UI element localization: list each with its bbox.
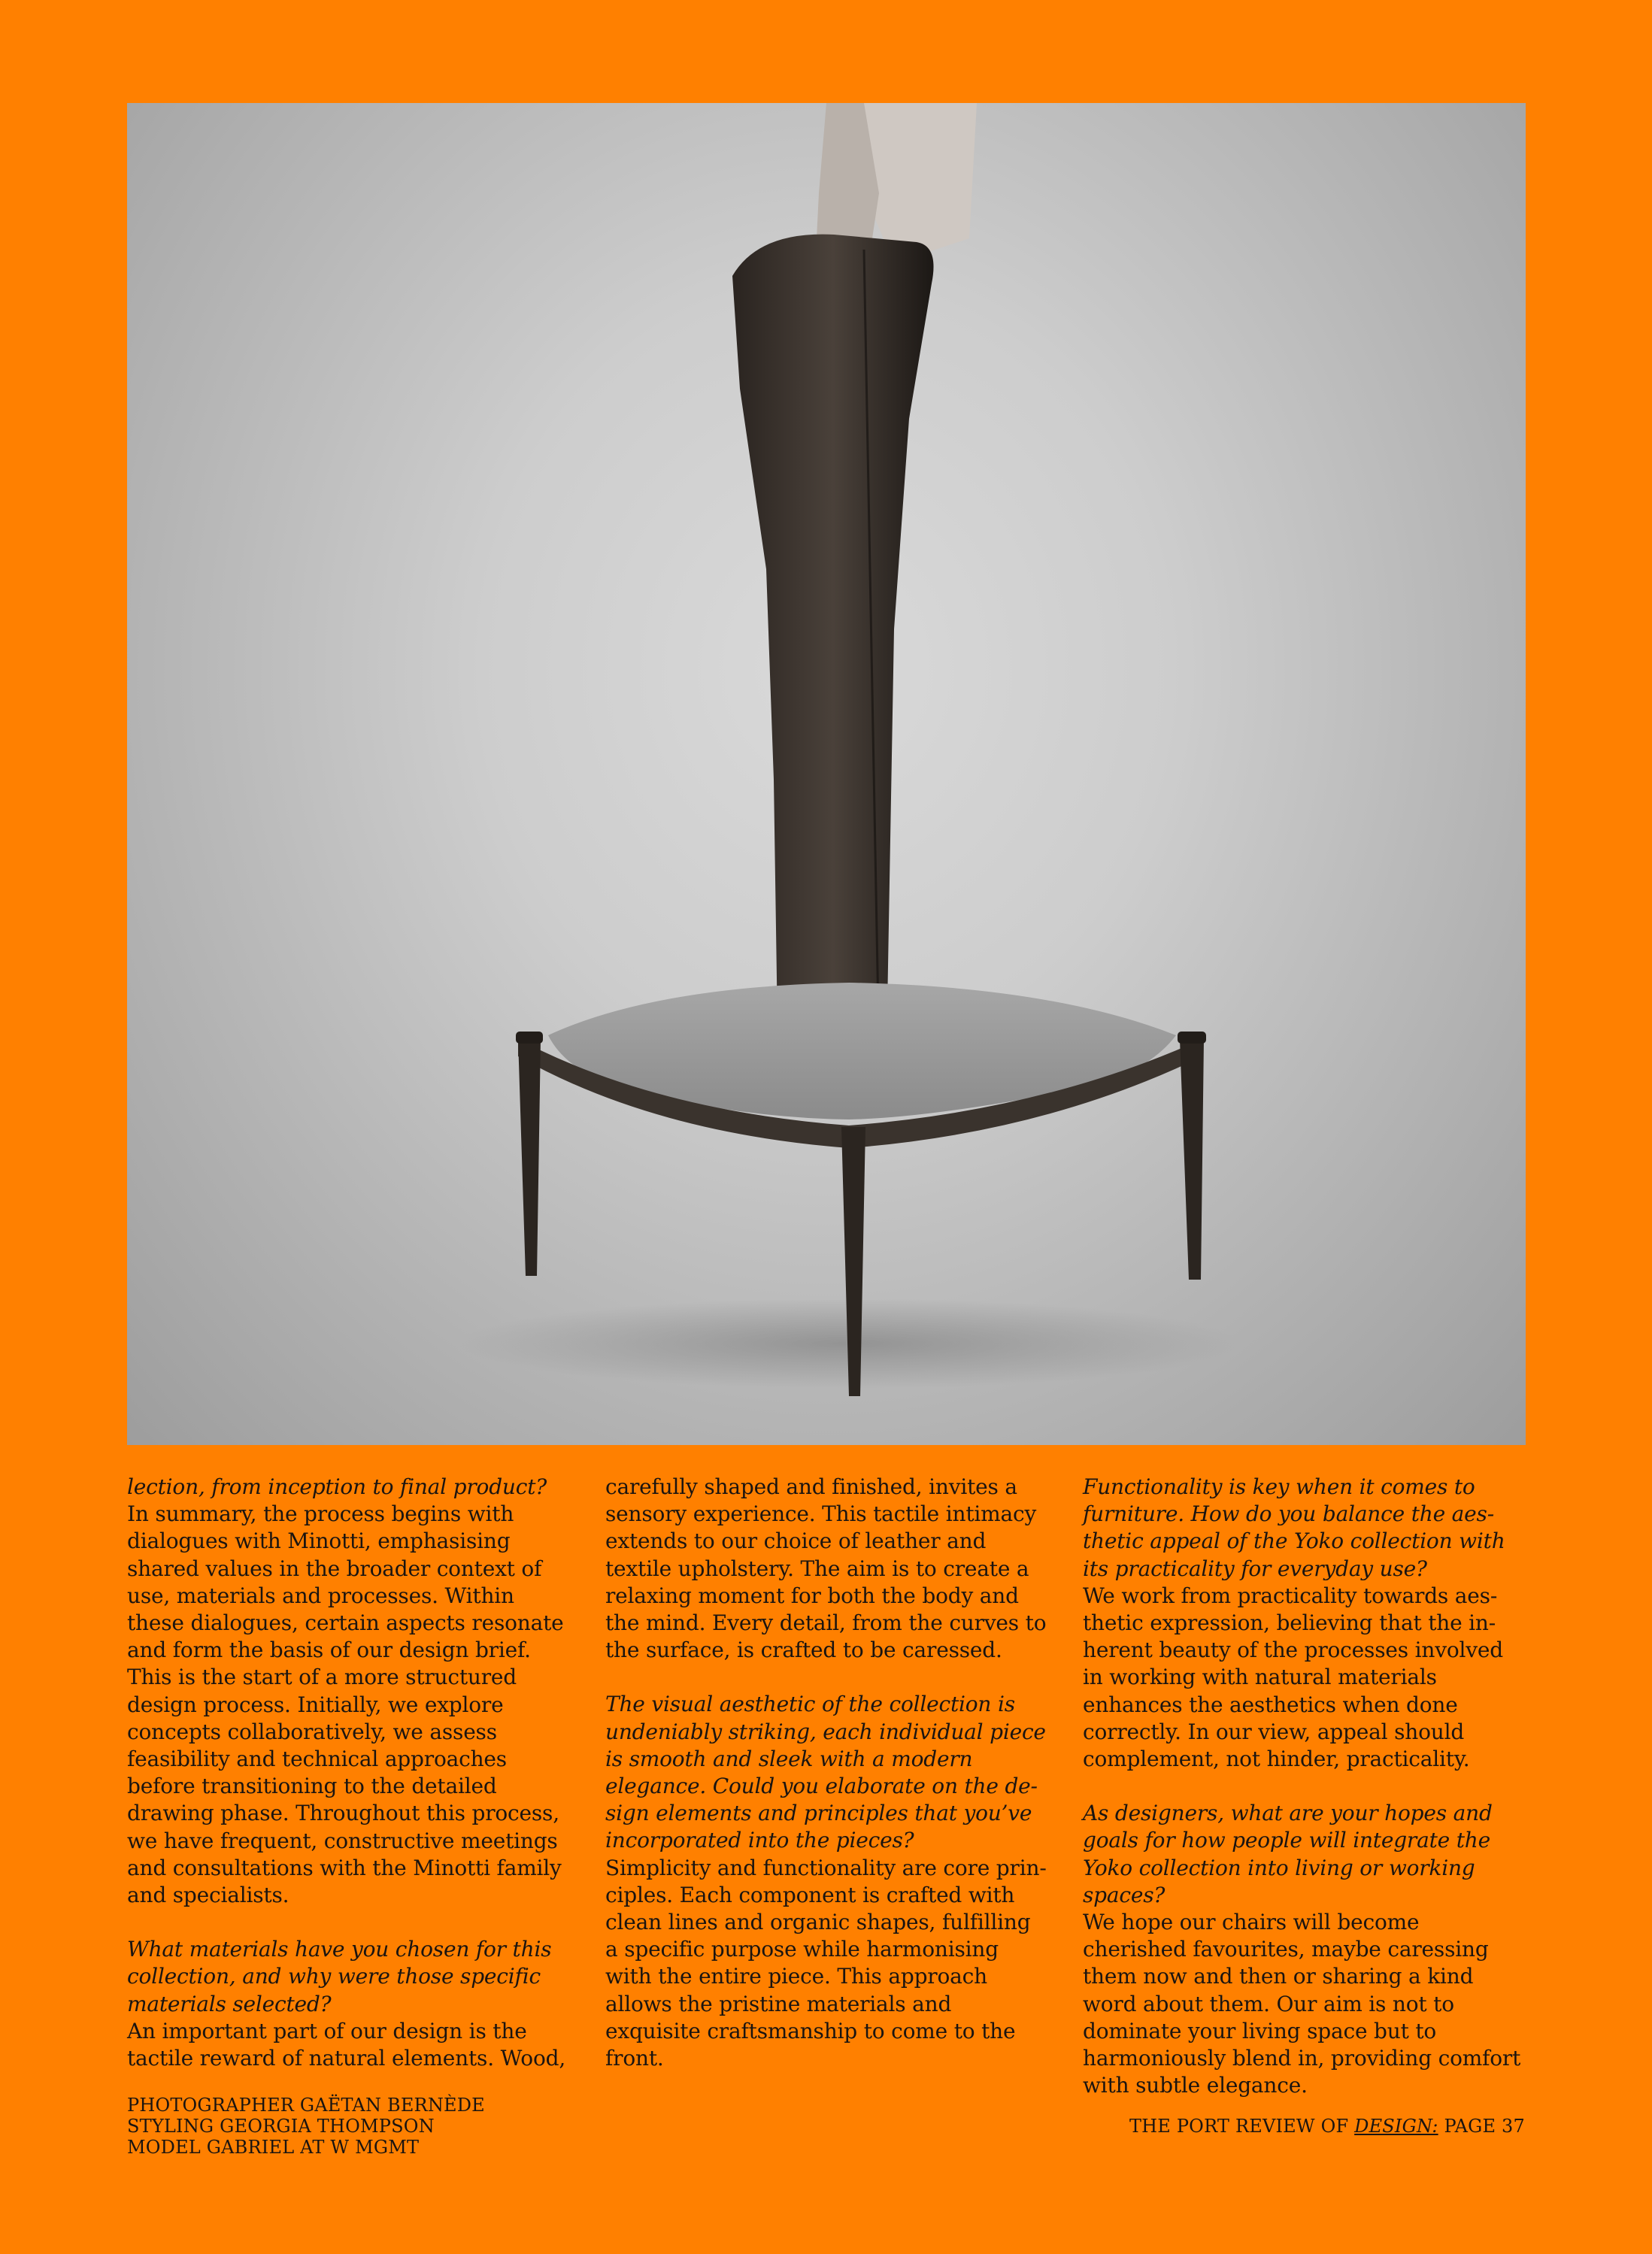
credit-styling: STYLING GEORGIA THOMPSON	[127, 2116, 435, 2137]
credit-photographer: PHOTOGRAPHER GAËTAN BERNÈDE	[127, 2095, 485, 2116]
paragraph-gap	[1083, 1773, 1526, 1800]
paragraph-gap	[605, 1664, 1049, 1691]
interview-question: As designers, what are your hopes and goals for how people will integrate the Yoko collection into living or working spaces?	[1083, 1801, 1493, 1907]
interview-question: The visual aesthetic of the collection is undeniably striking, each individual piece is smooth and sleek with a modern elegance. Could you elaborate on the design elements and principles that you’ve incorporated into the pieces?	[605, 1692, 1046, 1853]
interview-question: lection, from inception to final product?	[127, 1474, 547, 1499]
interview-answer: We work from practicality towards aesthetic expression, believing that the inherent beauty of the processes involved in working with natural materials enhances the aesthetics when done correctly. In our view, appeal should complement, not hinder, practicality.	[1083, 1583, 1503, 1772]
text-column-1	[127, 1474, 571, 2072]
interview-answer: Simplicity and functionality are core principles. Each component is crafted with clean lines and organic shapes, fulfilling a specific purpose while harmonising with the entire piece. This approach allows the pristine materials and exquisite craftsmanship to come to the front.	[605, 1855, 1047, 2071]
interview-question: What materials have you chosen for this collection, and why were those specific materials selected?	[127, 1937, 552, 2016]
folio-prefix: THE PORT REVIEW OF	[1129, 2116, 1355, 2137]
credit-model: MODEL GABRIEL AT W MGMT	[127, 2137, 420, 2158]
text-column-3	[1083, 1474, 1526, 2099]
interview-answer: An important part of our design is the tactile reward of natural elements. Wood,	[127, 2018, 566, 2071]
text-column-2	[605, 1474, 1049, 2072]
paragraph-gap	[127, 1909, 571, 1936]
folio-page: PAGE 37	[1438, 2116, 1525, 2137]
interview-answer: We hope our chairs will become cherished favourites, maybe caressing them now and then or sharing a kind word about them. Our aim is not to dominate your living space but to harmoniously blend in, providing comfort with subtle elegance.	[1083, 1910, 1521, 2098]
hero-photo	[127, 103, 1526, 1445]
interview-answer: carefully shaped and finished, invites a sensory experience. This tactile intimacy extends to our choice of leather and textile upholstery. The aim is to create a relaxing moment for both the body and the mind. Every detail, from the curves to the surface, is crafted to be caressed.	[605, 1474, 1047, 1663]
folio-section: DESIGN:	[1354, 2116, 1438, 2137]
interview-answer: In summary, the process begins with dialogues with Minotti, emphasising shared values in the broader context of use, materials and processes. Within these dialogues, certain aspects resonate and form the basis of our design brief. This is the start of a more structured design process. Initially, we explore concepts collaboratively, we assess feasibility and technical approaches before transitioning to the detailed drawing phase. Throughout this process, we have frequent, constructive meetings and consultations with the Minotti family and specialists.	[127, 1501, 564, 1908]
page-folio	[1129, 2116, 1525, 2137]
photo-credits	[127, 2095, 485, 2158]
interview-question: Functionality is key when it comes to furniture. How do you balance the aesthetic appeal of the Yoko collection with its practicality for everyday use?	[1083, 1474, 1505, 1581]
photo-standing-on-stool	[127, 103, 1526, 1445]
